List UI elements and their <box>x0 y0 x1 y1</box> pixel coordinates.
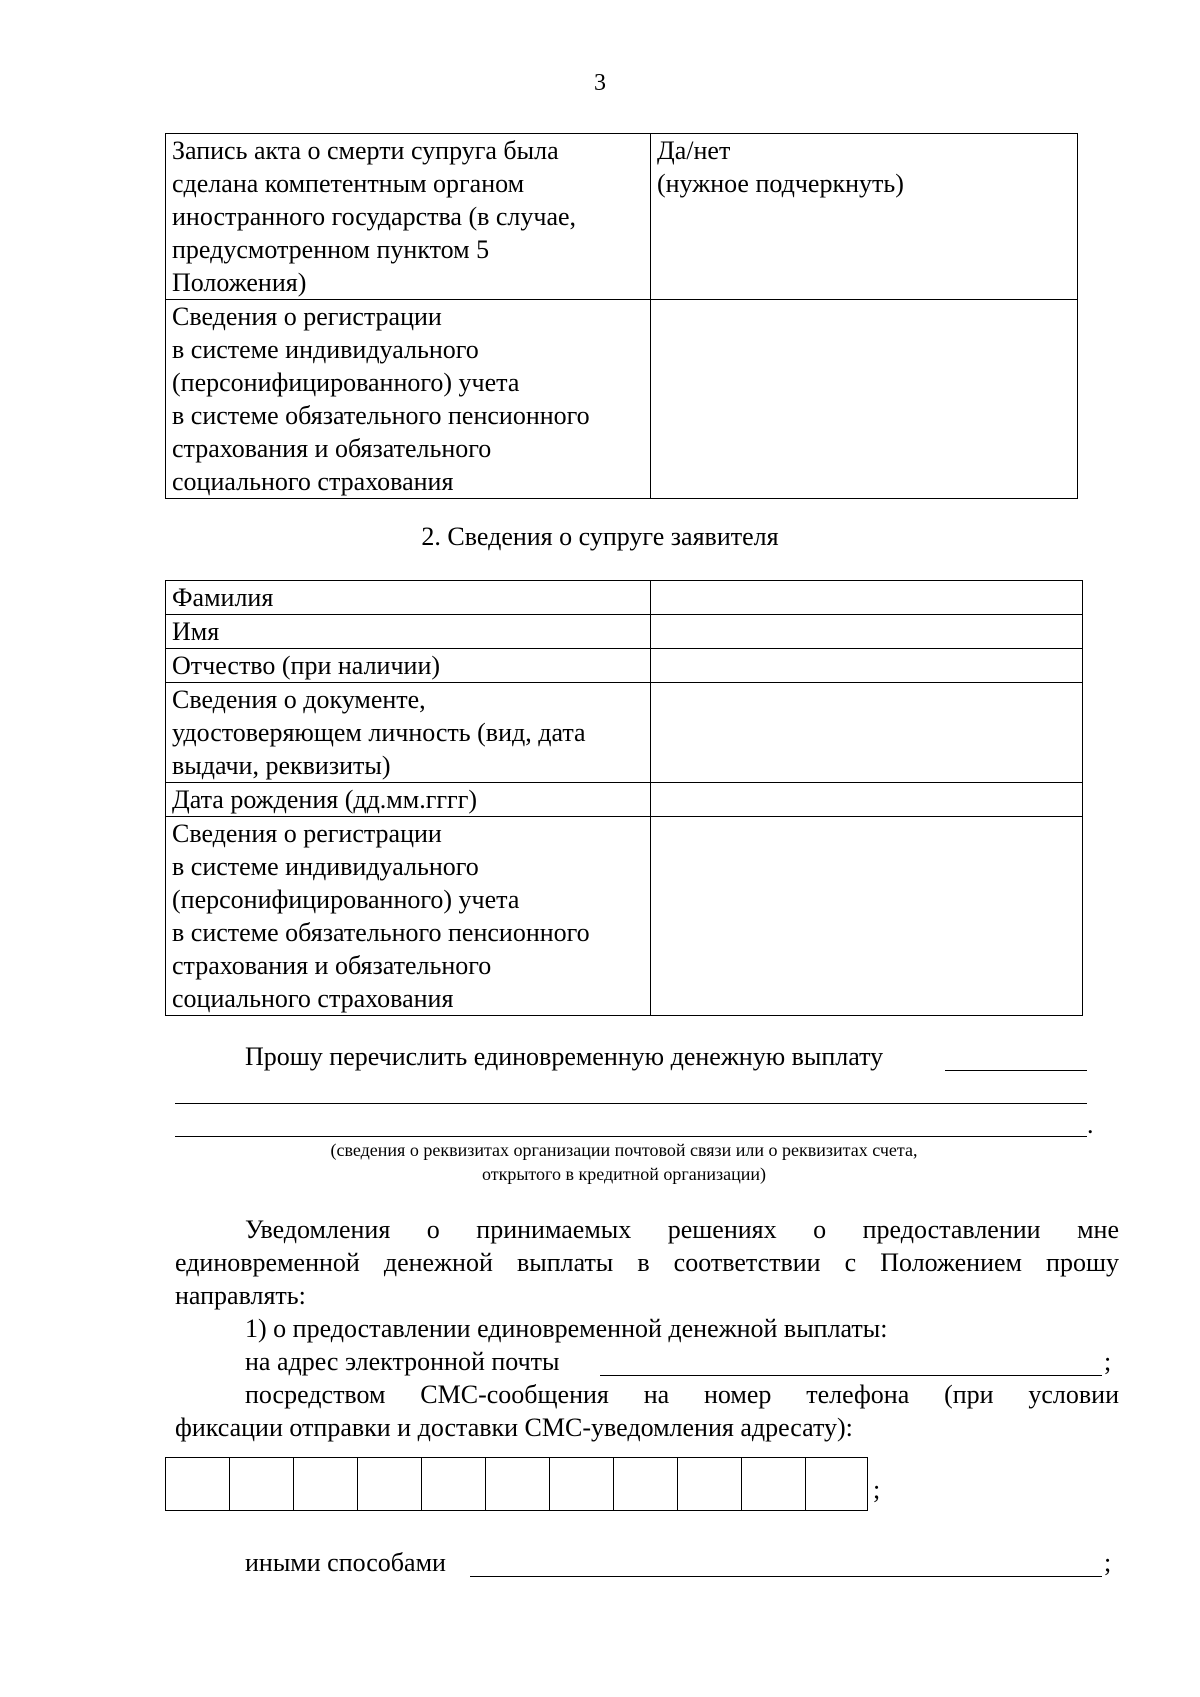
label-line: Запись акта о смерти супруга была <box>172 136 559 165</box>
table-row <box>166 649 1083 683</box>
label-line: удостоверяющем личность (вид, дата <box>172 718 586 747</box>
period-mark: . <box>1087 1110 1094 1139</box>
death-record-table <box>165 133 1078 499</box>
row-label <box>166 783 651 817</box>
phone-digit-cell[interactable] <box>678 1458 742 1510</box>
surname-field[interactable] <box>651 581 1083 615</box>
table-row <box>166 581 1083 615</box>
paragraph-line: посредством СМС-сообщения на номер телефона (при условии <box>245 1380 1119 1409</box>
phone-digit-cell[interactable] <box>742 1458 806 1510</box>
payment-details-line[interactable] <box>945 1070 1087 1071</box>
paragraph-line: направлять: <box>175 1281 306 1310</box>
value-line: (нужное подчеркнуть) <box>657 169 904 198</box>
label-line: Имя <box>172 617 220 646</box>
table-row <box>166 134 1078 300</box>
email-input-line[interactable] <box>600 1375 1102 1376</box>
label-line: Положения) <box>172 268 307 297</box>
payment-details-line[interactable] <box>175 1103 1087 1104</box>
label-line: в системе обязательного пенсионного <box>172 918 590 947</box>
label-line: в системе индивидуального <box>172 852 479 881</box>
payment-note: (сведения о реквизитах организации почтовой связи или о реквизитах счета, <box>330 1140 918 1160</box>
registration-value-cell[interactable] <box>651 300 1078 499</box>
email-label: на адрес электронной почты <box>245 1347 560 1376</box>
table-row <box>166 783 1083 817</box>
page-number: 3 <box>594 70 606 96</box>
value-line: Да/нет <box>657 136 731 165</box>
row-label <box>166 817 651 1016</box>
other-methods-line[interactable] <box>470 1576 1102 1577</box>
payment-details-line[interactable] <box>175 1136 1087 1137</box>
option-1-text: 1) о предоставлении единовременной денежной выплаты: <box>245 1314 888 1343</box>
paragraph-line: единовременной денежной выплаты в соответствии с Положением прошу <box>175 1248 1119 1277</box>
label-line: социального страхования <box>172 467 454 496</box>
label-line: (персонифицированного) учета <box>172 885 520 914</box>
spouse-info-table <box>165 580 1083 1016</box>
paragraph-line: Уведомления о принимаемых решениях о предоставлении мне <box>245 1215 1119 1244</box>
spouse-registration-field[interactable] <box>651 817 1083 1016</box>
label-line: Отчество (при наличии) <box>172 651 441 680</box>
label-line: в системе обязательного пенсионного <box>172 401 590 430</box>
label-line: страхования и обязательного <box>172 434 492 463</box>
label-line: иностранного государства (в случае, <box>172 202 577 231</box>
semicolon: ; <box>873 1475 881 1504</box>
semicolon: ; <box>1104 1548 1112 1577</box>
label-line: Сведения о документе, <box>172 685 426 714</box>
label-line: выдачи, реквизиты) <box>172 751 391 780</box>
phone-digit-cell[interactable] <box>614 1458 678 1510</box>
birth-date-field[interactable] <box>651 783 1083 817</box>
yes-no-cell[interactable] <box>651 134 1078 300</box>
phone-digit-cell[interactable] <box>230 1458 294 1510</box>
name-field[interactable] <box>651 615 1083 649</box>
row-label <box>166 581 651 615</box>
row-label <box>166 615 651 649</box>
semicolon: ; <box>1104 1347 1112 1376</box>
sms-paragraph <box>175 1378 1119 1444</box>
label-line: сделана компетентным органом <box>172 169 525 198</box>
phone-digit-cell[interactable] <box>166 1458 230 1510</box>
table-row <box>166 615 1083 649</box>
patronymic-field[interactable] <box>651 649 1083 683</box>
phone-digit-cell[interactable] <box>422 1458 486 1510</box>
paragraph-line: фиксации отправки и доставки СМС-уведомления адресату): <box>175 1413 853 1442</box>
section-heading: 2. Сведения о супруге заявителя <box>421 522 779 551</box>
row-label <box>166 649 651 683</box>
label-line: Сведения о регистрации <box>172 819 442 848</box>
phone-number-grid <box>165 1457 868 1511</box>
other-methods-label: иными способами <box>245 1548 446 1577</box>
row-label <box>166 300 651 499</box>
phone-digit-cell[interactable] <box>294 1458 358 1510</box>
phone-digit-cell[interactable] <box>806 1458 856 1510</box>
phone-digit-cell[interactable] <box>486 1458 550 1510</box>
label-line: Сведения о регистрации <box>172 302 442 331</box>
label-line: Дата рождения (дд.мм.гггг) <box>172 785 478 814</box>
table-row <box>166 817 1083 1016</box>
row-label <box>166 134 651 300</box>
row-label <box>166 683 651 783</box>
payment-note: открытого в кредитной организации) <box>481 1164 767 1184</box>
notifications-paragraph <box>175 1213 1119 1312</box>
table-row <box>166 683 1083 783</box>
label-line: социального страхования <box>172 984 454 1013</box>
payment-request-text: Прошу перечислить единовременную денежную выплату <box>245 1042 884 1071</box>
phone-digit-cell[interactable] <box>550 1458 614 1510</box>
label-line: страхования и обязательного <box>172 951 492 980</box>
phone-digit-cell[interactable] <box>358 1458 422 1510</box>
label-line: предусмотренном пунктом 5 <box>172 235 490 264</box>
label-line: в системе индивидуального <box>172 335 479 364</box>
table-row <box>166 300 1078 499</box>
label-line: (персонифицированного) учета <box>172 368 520 397</box>
label-line: Фамилия <box>172 583 274 612</box>
identity-document-field[interactable] <box>651 683 1083 783</box>
